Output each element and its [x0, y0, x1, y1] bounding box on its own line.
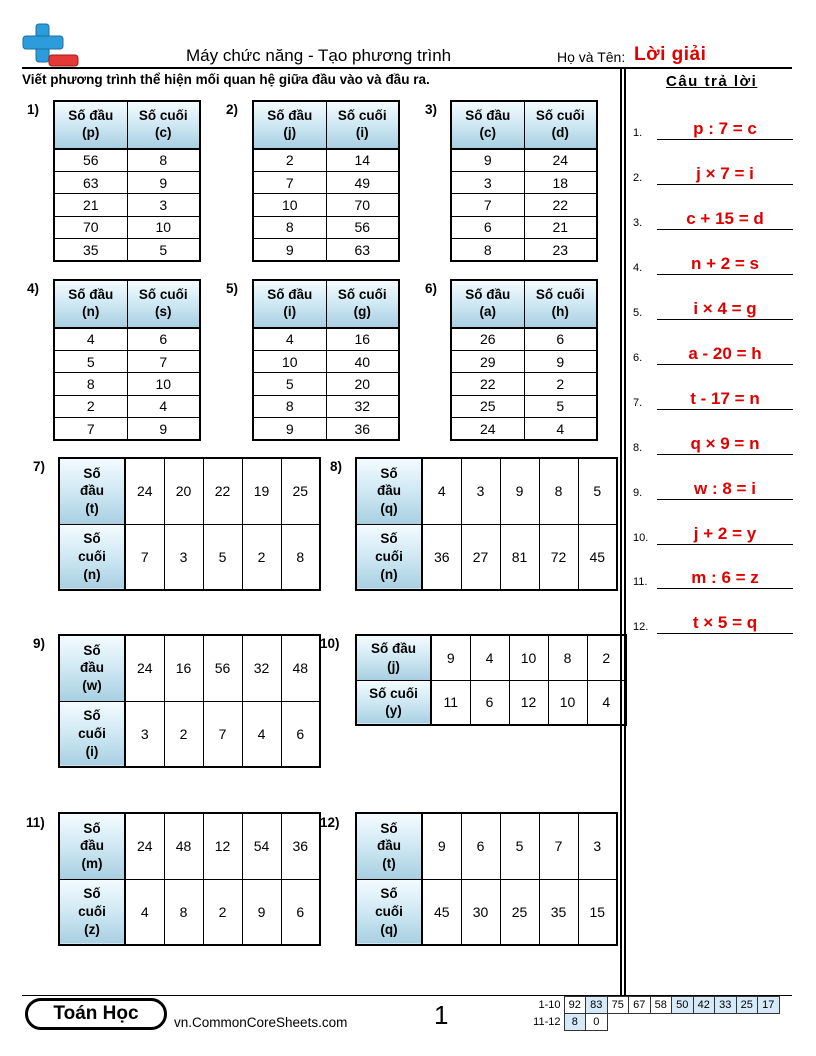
output-row [356, 524, 617, 590]
output-cell: 20 [326, 373, 399, 395]
output-header: Số cuối (s) [127, 280, 200, 328]
input-row [356, 458, 617, 524]
answer-line [657, 139, 793, 140]
table-row [54, 350, 200, 372]
output-header: Số cuối (z) [59, 879, 125, 945]
input-cell: 8 [54, 373, 127, 395]
problem-number: 10) [320, 636, 340, 651]
answer-line [657, 274, 793, 275]
input-cell: 56 [54, 149, 127, 171]
answer-text[interactable]: t - 17 = n [690, 389, 760, 408]
input-cell: 7 [539, 813, 578, 879]
output-row [59, 701, 320, 767]
input-cell: 2 [253, 149, 326, 171]
answer-row [633, 341, 793, 365]
answer-row [633, 610, 793, 634]
answer-number: 5. [633, 307, 643, 319]
output-header: Số cuối (i) [59, 701, 125, 767]
answer-line [657, 319, 793, 320]
problem-9-table [58, 634, 321, 768]
input-cell: 54 [242, 813, 281, 879]
input-cell: 19 [242, 458, 281, 524]
table-row [253, 149, 399, 171]
table-row [253, 328, 399, 350]
input-cell: 48 [281, 635, 320, 701]
output-cell: 25 [500, 879, 539, 945]
input-header: Số đầu (a) [451, 280, 524, 328]
page-title: Máy chức năng - Tạo phương trình [186, 46, 452, 65]
answer-text[interactable]: j + 2 = y [693, 524, 757, 543]
output-cell: 18 [524, 171, 597, 193]
output-cell: 2 [164, 701, 203, 767]
problem-1-table [53, 100, 201, 262]
problem-number: 8) [330, 459, 343, 474]
table-row [253, 395, 399, 417]
input-header: Số đầu (q) [356, 458, 422, 524]
problem-7-table [58, 457, 321, 591]
input-cell: 22 [203, 458, 242, 524]
input-cell: 12 [203, 813, 242, 879]
table-row [451, 194, 597, 216]
output-cell: 6 [127, 328, 200, 350]
input-cell: 5 [54, 350, 127, 372]
input-header: Số đầu (i) [253, 280, 326, 328]
score-row [526, 997, 779, 1014]
problem-number: 2) [226, 102, 239, 117]
input-cell: 7 [451, 194, 524, 216]
input-cell: 63 [54, 171, 127, 193]
input-cell: 4 [470, 635, 509, 680]
answer-row [633, 161, 793, 185]
output-header: Số cuối (g) [326, 280, 399, 328]
problem-2-table [252, 100, 400, 262]
input-cell: 35 [54, 239, 127, 261]
output-cell: 6 [281, 879, 320, 945]
output-cell: 4 [127, 395, 200, 417]
input-cell: 2 [54, 395, 127, 417]
output-cell: 9 [127, 171, 200, 193]
answer-row [633, 116, 793, 140]
answer-row [633, 565, 793, 589]
input-cell: 25 [451, 395, 524, 417]
problem-number: 6) [425, 281, 438, 296]
table-row [54, 328, 200, 350]
answer-text[interactable]: j × 7 = i [696, 164, 754, 183]
answer-row [633, 521, 793, 545]
output-cell: 9 [242, 879, 281, 945]
input-row [356, 635, 626, 680]
answer-text[interactable]: q × 9 = n [690, 434, 760, 453]
problem-3-table [450, 100, 598, 262]
output-cell: 7 [203, 701, 242, 767]
input-cell: 48 [164, 813, 203, 879]
output-header: Số cuối (h) [524, 280, 597, 328]
output-cell: 45 [578, 524, 617, 590]
answer-line [657, 184, 793, 185]
output-cell: 45 [422, 879, 461, 945]
input-header: Số đầu (j) [253, 101, 326, 149]
output-cell: 36 [422, 524, 461, 590]
output-cell: 6 [524, 328, 597, 350]
problem-12-table [355, 812, 618, 946]
problem-number: 11) [26, 815, 45, 830]
answer-number: 9. [633, 487, 643, 499]
input-cell: 16 [164, 635, 203, 701]
output-cell: 10 [127, 216, 200, 238]
table-row [54, 373, 200, 395]
answers-title: Câu trả lời [666, 73, 758, 90]
input-cell: 8 [253, 216, 326, 238]
table-row [253, 418, 399, 440]
output-cell: 6 [470, 680, 509, 725]
output-cell: 49 [326, 171, 399, 193]
input-cell: 9 [451, 149, 524, 171]
table-row [451, 328, 597, 350]
answer-line [657, 499, 793, 500]
table-row [54, 171, 200, 193]
answer-text[interactable]: n + 2 = s [690, 254, 760, 273]
site-url[interactable]: vn.CommonCoreSheets.com [174, 1015, 348, 1030]
input-cell: 25 [281, 458, 320, 524]
input-cell: 26 [451, 328, 524, 350]
output-cell: 22 [524, 194, 597, 216]
score-cell: 92 [564, 997, 586, 1014]
output-cell: 8 [127, 149, 200, 171]
answer-number: 10. [633, 532, 649, 544]
score-cell: 25 [736, 997, 758, 1014]
input-cell: 24 [125, 458, 164, 524]
output-cell: 9 [524, 350, 597, 372]
answer-number: 1. [633, 127, 643, 139]
answer-number: 3. [633, 217, 643, 229]
input-cell: 6 [461, 813, 500, 879]
output-cell: 70 [326, 194, 399, 216]
table-row [253, 216, 399, 238]
header-rule [22, 67, 792, 69]
output-cell: 63 [326, 239, 399, 261]
input-header: Số đầu (j) [356, 635, 431, 680]
input-cell: 24 [125, 635, 164, 701]
input-cell: 10 [253, 194, 326, 216]
input-cell: 3 [451, 171, 524, 193]
input-cell: 9 [422, 813, 461, 879]
output-cell: 11 [431, 680, 470, 725]
score-cell: 42 [693, 997, 715, 1014]
brand-badge: Toán Học [25, 998, 167, 1030]
output-cell: 24 [524, 149, 597, 171]
input-header: Số đầu (p) [54, 101, 127, 149]
problem-6-table [450, 279, 598, 441]
output-header: Số cuối (i) [326, 101, 399, 149]
output-cell: 6 [281, 701, 320, 767]
input-cell: 32 [242, 635, 281, 701]
table-row [54, 194, 200, 216]
output-cell: 23 [524, 239, 597, 261]
input-cell: 9 [253, 239, 326, 261]
output-cell: 2 [242, 524, 281, 590]
table-row [54, 239, 200, 261]
answer-text[interactable]: c + 15 = d [686, 209, 764, 228]
input-cell: 5 [578, 458, 617, 524]
input-cell: 6 [451, 216, 524, 238]
score-row [526, 1014, 779, 1031]
score-label: 11-12 [533, 1016, 561, 1028]
output-header: Số cuối (n) [356, 524, 422, 590]
output-row [59, 524, 320, 590]
answer-row [633, 296, 793, 320]
table-row [54, 418, 200, 440]
table-row [451, 239, 597, 261]
table-row [253, 171, 399, 193]
answer-row [633, 206, 793, 230]
output-row [356, 879, 617, 945]
input-row [59, 635, 320, 701]
input-cell: 3 [578, 813, 617, 879]
input-cell: 5 [500, 813, 539, 879]
output-cell: 4 [242, 701, 281, 767]
input-cell: 10 [253, 350, 326, 372]
problem-number: 12) [320, 815, 340, 830]
input-cell: 29 [451, 350, 524, 372]
input-cell: 4 [422, 458, 461, 524]
score-table [526, 996, 780, 1031]
input-cell: 8 [539, 458, 578, 524]
output-cell: 3 [127, 194, 200, 216]
table-row [451, 373, 597, 395]
output-cell: 30 [461, 879, 500, 945]
instruction-text: Viết phương trình thể hiện mối quan hệ giữa đầu vào và đầu ra. [22, 72, 430, 87]
input-row [59, 458, 320, 524]
output-header: Số cuối (c) [127, 101, 200, 149]
score-cell: 83 [586, 997, 608, 1014]
input-cell: 9 [500, 458, 539, 524]
output-cell: 5 [127, 239, 200, 261]
name-label: Họ và Tên: [557, 49, 626, 65]
answer-row [633, 251, 793, 275]
answer-number: 4. [633, 262, 643, 274]
table-row [54, 395, 200, 417]
table-row [253, 194, 399, 216]
score-cell: 17 [758, 997, 780, 1014]
score-cell: 75 [607, 997, 629, 1014]
output-row [356, 680, 626, 725]
score-cell: 58 [650, 997, 672, 1014]
problem-4-table [53, 279, 201, 441]
table-row [451, 395, 597, 417]
answer-row [633, 386, 793, 410]
input-row [356, 813, 617, 879]
problem-number: 9) [33, 636, 46, 651]
problem-number: 7) [33, 459, 46, 474]
score-cell: 8 [564, 1014, 586, 1031]
output-cell: 3 [125, 701, 164, 767]
input-header: Số đầu (t) [356, 813, 422, 879]
answer-column-divider [620, 68, 626, 996]
name-value: Lời giải [634, 44, 707, 65]
answer-number: 11. [633, 576, 648, 588]
table-row [253, 239, 399, 261]
output-cell: 10 [127, 373, 200, 395]
table-row [253, 373, 399, 395]
output-cell: 12 [509, 680, 548, 725]
output-row [59, 879, 320, 945]
output-cell: 16 [326, 328, 399, 350]
input-cell: 36 [281, 813, 320, 879]
output-header: Số cuối (d) [524, 101, 597, 149]
output-cell: 7 [125, 524, 164, 590]
table-row [451, 350, 597, 372]
table-row [253, 350, 399, 372]
output-cell: 10 [548, 680, 587, 725]
answer-line [657, 588, 793, 589]
output-cell: 21 [524, 216, 597, 238]
input-header: Số đầu (w) [59, 635, 125, 701]
answer-line [657, 229, 793, 230]
output-cell: 4 [524, 418, 597, 440]
score-cell: 50 [672, 997, 694, 1014]
input-cell: 7 [253, 171, 326, 193]
answer-number: 6. [633, 352, 643, 364]
output-cell: 40 [326, 350, 399, 372]
problem-number: 4) [27, 281, 40, 296]
answer-text[interactable]: w : 8 = i [694, 479, 756, 498]
input-cell: 9 [253, 418, 326, 440]
answer-number: 2. [633, 172, 643, 184]
output-cell: 7 [127, 350, 200, 372]
answer-text[interactable]: m : 6 = z [691, 568, 759, 587]
output-cell: 36 [326, 418, 399, 440]
score-cell: 33 [715, 997, 737, 1014]
output-cell: 5 [524, 395, 597, 417]
problem-number: 3) [425, 102, 438, 117]
answer-text[interactable]: i × 4 = g [693, 299, 757, 318]
output-cell: 9 [127, 418, 200, 440]
input-cell: 8 [548, 635, 587, 680]
input-cell: 20 [164, 458, 203, 524]
output-cell: 8 [281, 524, 320, 590]
input-header: Số đầu (c) [451, 101, 524, 149]
score-cell: 67 [629, 997, 651, 1014]
input-cell: 22 [451, 373, 524, 395]
problem-11-table [58, 812, 321, 946]
problem-10-table [355, 634, 627, 726]
output-cell: 56 [326, 216, 399, 238]
answer-line [657, 409, 793, 410]
output-cell: 81 [500, 524, 539, 590]
output-cell: 2 [524, 373, 597, 395]
score-label: 1-10 [538, 999, 561, 1011]
output-cell: 2 [203, 879, 242, 945]
table-row [451, 171, 597, 193]
table-row [451, 418, 597, 440]
input-cell: 4 [253, 328, 326, 350]
input-row [59, 813, 320, 879]
problem-8-table [355, 457, 618, 591]
answer-row [633, 476, 793, 500]
score-cell: 0 [586, 1014, 608, 1031]
input-header: Số đầu (n) [54, 280, 127, 328]
answer-line [657, 544, 793, 545]
output-cell: 27 [461, 524, 500, 590]
output-cell: 14 [326, 149, 399, 171]
output-cell: 5 [203, 524, 242, 590]
input-cell: 10 [509, 635, 548, 680]
input-cell: 70 [54, 216, 127, 238]
answer-line [657, 364, 793, 365]
problem-5-table [252, 279, 400, 441]
table-row [54, 216, 200, 238]
answer-text[interactable]: a - 20 = h [688, 344, 762, 363]
problem-number: 1) [27, 102, 40, 117]
answer-number: 8. [633, 442, 643, 454]
input-cell: 24 [125, 813, 164, 879]
output-cell: 15 [578, 879, 617, 945]
answer-line [657, 454, 793, 455]
table-row [54, 149, 200, 171]
input-header: Số đầu (m) [59, 813, 125, 879]
input-cell: 7 [54, 418, 127, 440]
table-row [451, 149, 597, 171]
page-number: 1 [434, 1000, 449, 1030]
output-header: Số cuối (q) [356, 879, 422, 945]
answer-text[interactable]: t × 5 = q [692, 613, 758, 632]
problem-number: 5) [226, 281, 239, 296]
input-cell: 2 [587, 635, 626, 680]
table-row [451, 216, 597, 238]
output-header: Số cuối (n) [59, 524, 125, 590]
input-cell: 3 [461, 458, 500, 524]
output-header: Số cuối (y) [356, 680, 431, 725]
output-cell: 72 [539, 524, 578, 590]
answer-line [657, 633, 793, 634]
answer-text[interactable]: p : 7 = c [693, 119, 757, 138]
output-cell: 35 [539, 879, 578, 945]
input-cell: 21 [54, 194, 127, 216]
output-cell: 4 [587, 680, 626, 725]
input-cell: 8 [451, 239, 524, 261]
input-cell: 8 [253, 395, 326, 417]
output-cell: 32 [326, 395, 399, 417]
input-cell: 5 [253, 373, 326, 395]
answer-number: 7. [633, 397, 643, 409]
plus-minus-logo-icon [22, 22, 80, 68]
output-cell: 8 [164, 879, 203, 945]
answer-number: 12. [633, 621, 649, 633]
answer-row [633, 431, 793, 455]
input-cell: 24 [451, 418, 524, 440]
input-cell: 9 [431, 635, 470, 680]
input-header: Số đầu (t) [59, 458, 125, 524]
input-cell: 4 [54, 328, 127, 350]
output-cell: 4 [125, 879, 164, 945]
input-cell: 56 [203, 635, 242, 701]
output-cell: 3 [164, 524, 203, 590]
